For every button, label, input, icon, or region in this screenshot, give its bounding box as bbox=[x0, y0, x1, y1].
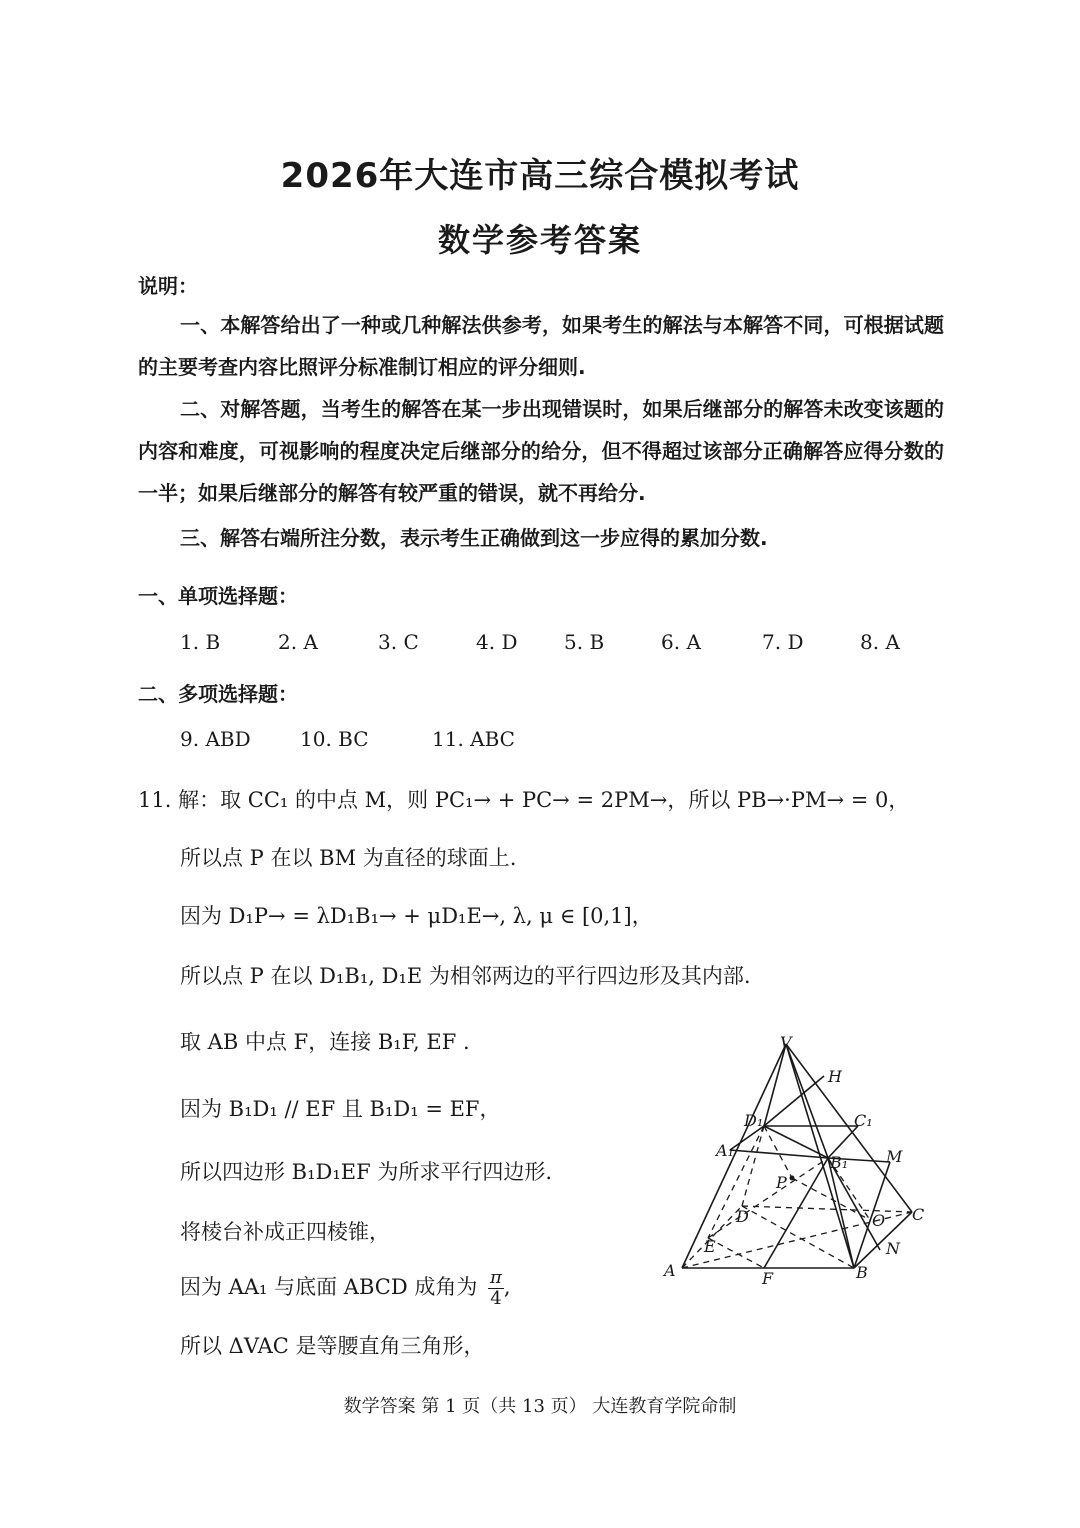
answer-item: 8. A bbox=[860, 630, 900, 654]
solution-line-3: 因为 D₁P→ = λD₁B₁→ + μD₁E→, λ, μ ∈ [0,1]， bbox=[180, 904, 653, 928]
point-label-P: P bbox=[776, 1173, 787, 1192]
page-footer: 数学答案 第 1 页（共 13 页） 大连教育学院命制 bbox=[343, 1396, 737, 1417]
note-1: 一、本解答给出了一种或几种解法供参考，如果考生的解法与本解答不同，可根据试题的主要考查内容比照评分标准制订相应的评分细则. bbox=[138, 313, 944, 379]
point-label-E: E bbox=[704, 1237, 716, 1256]
solution-line-7: 所以四边形 B₁D₁EF 为所求平行四边形. bbox=[180, 1160, 553, 1184]
answer-item: 4. D bbox=[476, 630, 518, 654]
vertex-label-D: D bbox=[736, 1207, 749, 1226]
vertex-label-B1: B₁ bbox=[830, 1153, 849, 1172]
solution-line-4: 所以点 P 在以 D₁B₁, D₁E 为相邻两边的平行四边形及其内部. bbox=[180, 964, 751, 988]
solution-line-6: 因为 B₁D₁ // EF 且 B₁D₁ = EF， bbox=[180, 1097, 501, 1121]
point-label-N: N bbox=[886, 1239, 900, 1258]
answer-item: 11. ABC bbox=[432, 727, 515, 751]
point-label-O: O bbox=[872, 1211, 886, 1230]
vertex-label-C1: C₁ bbox=[854, 1111, 873, 1130]
solution-line-10: 所以 ΔVAC 是等腰直角三角形， bbox=[180, 1334, 485, 1358]
vertex-label-D1: D₁ bbox=[744, 1111, 764, 1130]
notes-label: 说明： bbox=[138, 274, 198, 298]
solution-line-5: 取 AB 中点 F，连接 B₁F, EF . bbox=[180, 1030, 470, 1054]
vertex-label-B: B bbox=[856, 1263, 868, 1282]
note-3: 三、解答右端所注分数，表示考生正确做到这一步应得的累加分数. bbox=[180, 526, 768, 550]
fraction-denominator: 4 bbox=[490, 1288, 502, 1309]
solution-line-9: 因为 AA₁ 与底面 ABCD 成角为 bbox=[180, 1275, 478, 1299]
solution-line-1: 11. 解：取 CC₁ 的中点 M，则 PC₁→ + PC→ = 2PM→，所以 PB→·PM→ = 0， bbox=[138, 788, 910, 812]
answer-item: 1. B bbox=[180, 630, 221, 654]
point-label-F: F bbox=[762, 1269, 774, 1288]
answer-item: 2. A bbox=[278, 630, 318, 654]
vertex-label-V: V bbox=[780, 1033, 792, 1052]
vertex-label-H: H bbox=[828, 1067, 842, 1086]
solution-line-8: 将棱台补成正四棱锥， bbox=[180, 1220, 390, 1244]
vertex-label-M: M bbox=[886, 1147, 903, 1166]
fraction-numerator: π bbox=[490, 1267, 502, 1288]
solution-line-9-wrap: 因为 AA₁ 与底面 ABCD 成角为 $\frac{\pi}{4}$ , bbox=[180, 1267, 511, 1309]
answer-item: 7. D bbox=[762, 630, 804, 654]
answer-item: 10. BC bbox=[300, 727, 369, 751]
document-title: 2026年大连市高三综合模拟考试 bbox=[280, 156, 800, 196]
answer-item: 6. A bbox=[661, 630, 701, 654]
vertex-label-C: C bbox=[912, 1205, 925, 1224]
document-subtitle: 数学参考答案 bbox=[437, 221, 642, 259]
vertex-label-A1: A₁ bbox=[716, 1141, 734, 1160]
note-2: 二、对解答题，当考生的解答在某一步出现错误时，如果后继部分的解答未改变该题的内容和难度，可视影响的程度决定后继部分的给分，但不得超过该部分正确解答应得分数的一半；如果后继部分的解答有较严重的错误，就不再给分. bbox=[138, 397, 944, 505]
solution-line-2: 所以点 P 在以 BM 为直径的球面上. bbox=[180, 846, 517, 870]
angle-fraction bbox=[488, 1268, 504, 1309]
vertex-label-A: A bbox=[664, 1261, 676, 1280]
answer-item: 5. B bbox=[564, 630, 605, 654]
frustum-pyramid-figure bbox=[660, 1030, 940, 1290]
answer-item: 9. ABD bbox=[180, 727, 251, 751]
answer-item: 3. C bbox=[378, 630, 419, 654]
section-multi-choice-title: 二、多项选择题： bbox=[138, 682, 298, 706]
section-single-choice-title: 一、单项选择题： bbox=[138, 584, 298, 608]
